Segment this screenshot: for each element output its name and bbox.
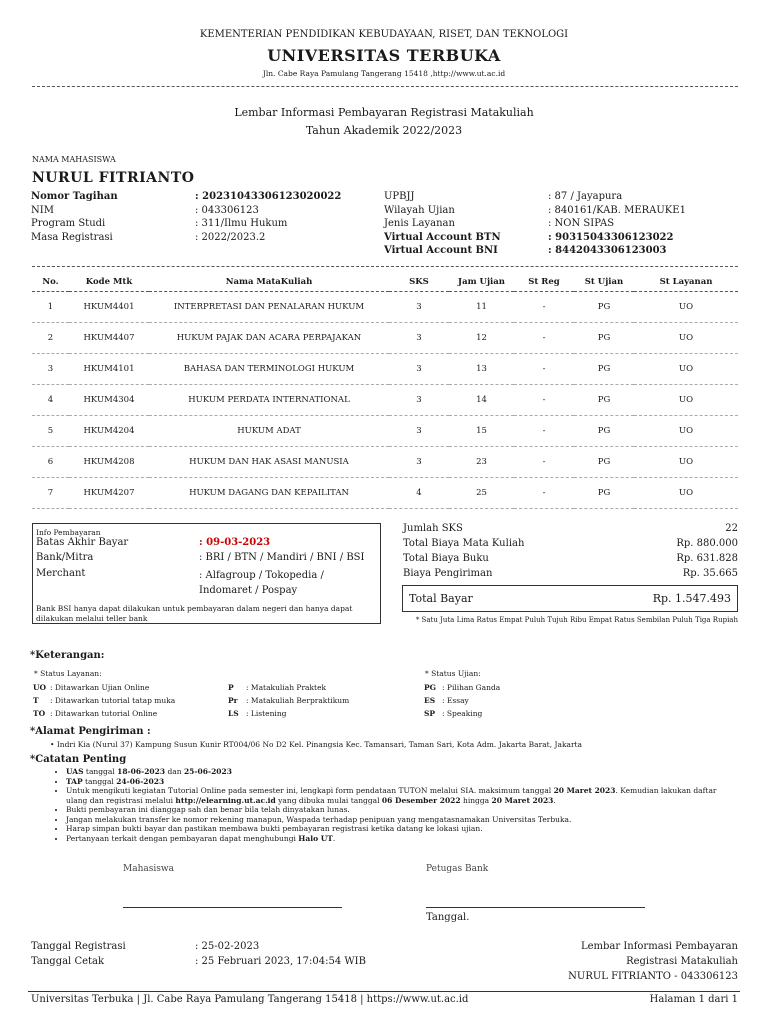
table-cell: PG	[574, 478, 634, 509]
info-label: Masa Registrasi	[31, 231, 113, 243]
table-cell: BAHASA DAN TERMINOLOGI HUKUM	[149, 354, 389, 385]
total-in-words: * Satu Juta Lima Ratus Empat Puluh Tujuh Ribu Empat Ratus Sembilan Puluh Tiga Rupiah	[415, 616, 738, 624]
course-cost-value: Rp. 880.000	[676, 538, 738, 549]
table-header-row	[32, 273, 738, 292]
table-row	[32, 478, 738, 509]
merchant-label: Merchant	[36, 568, 86, 579]
table-cell: 3	[389, 416, 449, 447]
book-cost-value: Rp. 631.828	[676, 553, 738, 564]
bank-signature-line	[426, 907, 645, 908]
student-signature-label: Mahasiswa	[123, 864, 174, 874]
table-cell: UO	[634, 292, 738, 323]
header-divider	[32, 86, 738, 87]
bank-label: Bank/Mitra	[36, 552, 94, 563]
note-warning: • Jangan melakukan transfer ke nomor rekening manapun, Waspada terhadap penipuan yang mengatasnamakan Universitas Terbuka.	[66, 815, 740, 825]
info-value: : NON SIPAS	[548, 218, 615, 229]
sks-value: 22	[725, 523, 738, 534]
footer-address: Universitas Terbuka | Jl. Cabe Raya Pamulang Tangerang 15418 | https://www.ut.ac.id	[31, 994, 469, 1005]
table-cell: UO	[634, 385, 738, 416]
column-header: No.	[42, 277, 59, 287]
info-value: : 043306123	[195, 204, 259, 216]
table-cell: 15	[449, 416, 514, 447]
document-title: Lembar Informasi Pembayaran Registrasi Matakuliah	[234, 106, 534, 119]
table-cell: -	[514, 447, 574, 478]
shipping-label: Biaya Pengiriman	[403, 568, 493, 579]
university-name: UNIVERSITAS TERBUKA	[267, 46, 501, 65]
table-cell: 3	[389, 447, 449, 478]
table-row	[32, 292, 738, 323]
table-cell: 6	[32, 447, 69, 478]
status-ujian-title: * Status Ujian:	[425, 669, 481, 678]
info-value: : 8442043306123003	[548, 245, 667, 256]
total-label: Total Bayar	[409, 592, 473, 605]
footer-doc-subtitle: Registrasi Matakuliah	[626, 956, 738, 967]
payment-info-box	[32, 523, 381, 624]
academic-year: Tahun Akademik 2022/2023	[305, 124, 463, 137]
table-cell: INTERPRETASI DAN PENALARAN HUKUM	[149, 292, 389, 323]
table-cell: HKUM4304	[69, 385, 149, 416]
table-row	[32, 354, 738, 385]
print-date-label: Tanggal Cetak	[31, 956, 105, 967]
legend-code: TO	[33, 709, 46, 718]
total-box	[402, 585, 738, 612]
column-header: Kode Mtk	[85, 277, 133, 287]
table-cell: UO	[634, 416, 738, 447]
table-cell: 3	[389, 292, 449, 323]
info-label: Wilayah Ujian	[384, 204, 455, 216]
bank-value: : BRI / BTN / Mandiri / BNI / BSI	[199, 552, 365, 563]
address-title: *Alamat Pengiriman :	[30, 726, 151, 737]
table-cell: HUKUM DAN HAK ASASI MANUSIA	[149, 447, 389, 478]
table-cell: 3	[389, 323, 449, 354]
legend-desc: : Matakuliah Berpraktikum	[246, 696, 350, 705]
legend-desc: : Listening	[246, 709, 287, 718]
table-top-divider	[32, 266, 738, 267]
legend-code: P	[228, 683, 234, 692]
table-cell: -	[514, 323, 574, 354]
deadline-value: : 09-03-2023	[199, 537, 271, 548]
info-label: Program Studi	[31, 218, 106, 229]
table-cell: 13	[449, 354, 514, 385]
note-tutorial: • Untuk mengikuti kegiatan Tutorial Online pada semester ini, lengkapi form pendataan TUTON melalui SIA. maksimum tanggal 20 Maret 2023. Kemudian lakukan daftar ulang dan registrasi melalui http://elearning.ut.ac.id yang dibuka mulai tanggal 06 Desember 2022 hingga 20 Maret 2023.	[66, 786, 740, 805]
ministry-name: KEMENTERIAN PENDIDIKAN KEBUDAYAAN, RISET, DAN TEKNOLOGI	[199, 29, 569, 40]
table-cell: HKUM4407	[69, 323, 149, 354]
info-label: Virtual Account BTN	[384, 231, 501, 243]
registration-date-value: : 25-02-2023	[195, 941, 260, 952]
info-label: Jenis Layanan	[384, 218, 455, 229]
payment-info-title: Info Pembayaran	[36, 528, 101, 537]
table-cell: -	[514, 354, 574, 385]
table-cell: 1	[32, 292, 69, 323]
bank-note: Bank BSI hanya dapat dilakukan untuk pembayaran dalam negeri dan hanya dapat dilakukan melalui teller bank	[36, 604, 353, 623]
legend-desc: : Matakuliah Praktek	[246, 683, 327, 692]
legend-code: Pr	[228, 696, 238, 705]
table-cell: -	[514, 416, 574, 447]
student-name: NURUL FITRIANTO	[32, 170, 195, 186]
legend-code: SP	[424, 709, 436, 718]
book-cost-label: Total Biaya Buku	[403, 553, 489, 564]
address-text: • Indri Kia (Nurul 37) Kampung Susun Kunir RT004/06 No D2 Kel. Pinangsia Kec. Tamansari, Taman Sari, Kota Adm. Jakarta Barat, Jakarta	[50, 740, 583, 749]
deadline-label: Batas Akhir Bayar	[36, 537, 129, 548]
note-keep-proof: • Harap simpan bukti bayar dan pastikan membawa bukti pembayaran registrasi ketika datang ke lokasi ujian.	[66, 824, 740, 834]
table-cell: 3	[389, 385, 449, 416]
table-cell: PG	[574, 416, 634, 447]
notes-list	[50, 767, 740, 843]
elearning-link[interactable]: http://elearning.ut.ac.id	[175, 795, 276, 805]
table-row	[32, 385, 738, 416]
table-cell: HUKUM PERDATA INTERNATIONAL	[149, 385, 389, 416]
table-cell: HKUM4207	[69, 478, 149, 509]
footer-doc-title: Lembar Informasi Pembayaran	[580, 941, 738, 952]
table-cell: 25	[449, 478, 514, 509]
legend-desc: : Speaking	[442, 709, 483, 718]
column-header: St Layanan	[659, 277, 713, 287]
column-header: Nama MataKuliah	[225, 277, 313, 287]
legend-code: LS	[228, 709, 239, 718]
table-cell: UO	[634, 323, 738, 354]
sks-label: Jumlah SKS	[403, 523, 463, 534]
info-label: Virtual Account BNI	[384, 245, 498, 256]
table-cell: HUKUM ADAT	[149, 416, 389, 447]
merchant-value: : Alfagroup / Tokopedia / Indomaret / Pospay	[199, 570, 324, 596]
note-contact: • Pertanyaan terkait dengan pembayaran dapat menghubungi Halo UT.	[66, 834, 740, 844]
table-cell: 3	[32, 354, 69, 385]
table-cell: PG	[574, 385, 634, 416]
table-cell: 3	[389, 354, 449, 385]
table-cell: UO	[634, 354, 738, 385]
legend-desc: : Pilihan Ganda	[442, 683, 501, 692]
legend-code: PG	[424, 683, 437, 692]
table-cell: PG	[574, 292, 634, 323]
university-address: Jln. Cabe Raya Pamulang Tangerang 15418 ,http://www.ut.ac.id	[262, 69, 506, 78]
table-row	[32, 447, 738, 478]
info-label: UPBJJ	[384, 191, 415, 202]
table-cell: HKUM4208	[69, 447, 149, 478]
table-body	[32, 292, 738, 509]
keterangan-title: *Keterangan:	[30, 650, 105, 661]
table-cell: 4	[389, 478, 449, 509]
column-header: Jam Ujian	[458, 277, 505, 287]
signature-date-label: Tanggal.	[426, 912, 470, 923]
table-cell: 2	[32, 323, 69, 354]
table-cell: UO	[634, 478, 738, 509]
table-cell: HUKUM DAGANG DAN KEPAILITAN	[149, 478, 389, 509]
info-value: : 87 / Jayapura	[548, 191, 623, 202]
student-signature-line	[123, 907, 342, 908]
table-row	[32, 323, 738, 354]
note-tap: • TAP tanggal 24-06-2023	[66, 777, 740, 787]
column-header: St Ujian	[584, 277, 624, 287]
table-cell: -	[514, 385, 574, 416]
info-value: : 20231043306123020022	[195, 191, 342, 202]
course-table	[32, 273, 738, 509]
legend-desc: : Ditawarkan Ujian Online	[50, 683, 150, 692]
table-cell: 11	[449, 292, 514, 323]
status-layanan-title: * Status Layanan:	[34, 669, 102, 678]
note-uas: • UAS tanggal 18-06-2023 dan 25-06-2023	[66, 767, 740, 777]
registration-date-label: Tanggal Registrasi	[31, 941, 126, 952]
info-label: Nomor Tagihan	[31, 191, 118, 202]
legend-code: UO	[33, 683, 47, 692]
info-value: : 2022/2023.2	[195, 231, 266, 243]
table-cell: PG	[574, 447, 634, 478]
table-cell: PG	[574, 354, 634, 385]
student-name-label: NAMA MAHASISWA	[32, 155, 116, 164]
address-value: Indri Kia (Nurul 37) Kampung Susun Kunir RT004/06 No D2 Kel. Pinangsia Kec. Tamansari, Taman Sari, Kota Adm. Jakarta Barat, Jakarta	[56, 740, 583, 749]
table-cell: HUKUM PAJAK DAN ACARA PERPAJAKAN	[149, 323, 389, 354]
legend-code: T	[33, 696, 39, 705]
column-header: SKS	[409, 277, 429, 287]
table-cell: -	[514, 478, 574, 509]
legend-desc: : Ditawarkan tutorial tatap muka	[50, 696, 176, 705]
course-cost-label: Total Biaya Mata Kuliah	[403, 538, 525, 549]
info-value: : 90315043306123022	[548, 231, 674, 243]
info-value: : 311/Ilmu Hukum	[195, 218, 288, 229]
table-cell: 14	[449, 385, 514, 416]
bank-signature-label: Petugas Bank	[426, 864, 489, 874]
table-cell: HKUM4204	[69, 416, 149, 447]
table-row	[32, 416, 738, 447]
page-number: Halaman 1 dari 1	[649, 994, 738, 1005]
print-date-value: : 25 Februari 2023, 17:04:54 WIB	[195, 956, 366, 967]
notes-title: *Catatan Penting	[30, 754, 127, 765]
table-cell: 4	[32, 385, 69, 416]
legend-code: ES	[424, 696, 436, 705]
table-cell: 7	[32, 478, 69, 509]
legend-desc: : Essay	[442, 696, 469, 705]
legend-desc: : Ditawarkan tutorial Online	[50, 709, 158, 718]
footer-divider	[28, 991, 740, 992]
table-cell: 5	[32, 416, 69, 447]
table-cell: 12	[449, 323, 514, 354]
table-cell: -	[514, 292, 574, 323]
footer-student-id: NURUL FITRIANTO - 043306123	[568, 971, 738, 982]
info-label: NIM	[31, 204, 54, 216]
info-value: : 840161/KAB. MERAUKE1	[548, 204, 686, 216]
table-cell: UO	[634, 447, 738, 478]
note-proof: • Bukti pembayaran ini dianggap sah dan benar bila telah dinyatakan lunas.	[66, 805, 740, 815]
column-header: St Reg	[528, 277, 560, 287]
table-cell: HKUM4101	[69, 354, 149, 385]
table-cell: 23	[449, 447, 514, 478]
shipping-value: Rp. 35.665	[682, 568, 738, 579]
total-value: Rp. 1.547.493	[652, 592, 731, 605]
table-cell: HKUM4401	[69, 292, 149, 323]
table-cell: PG	[574, 323, 634, 354]
